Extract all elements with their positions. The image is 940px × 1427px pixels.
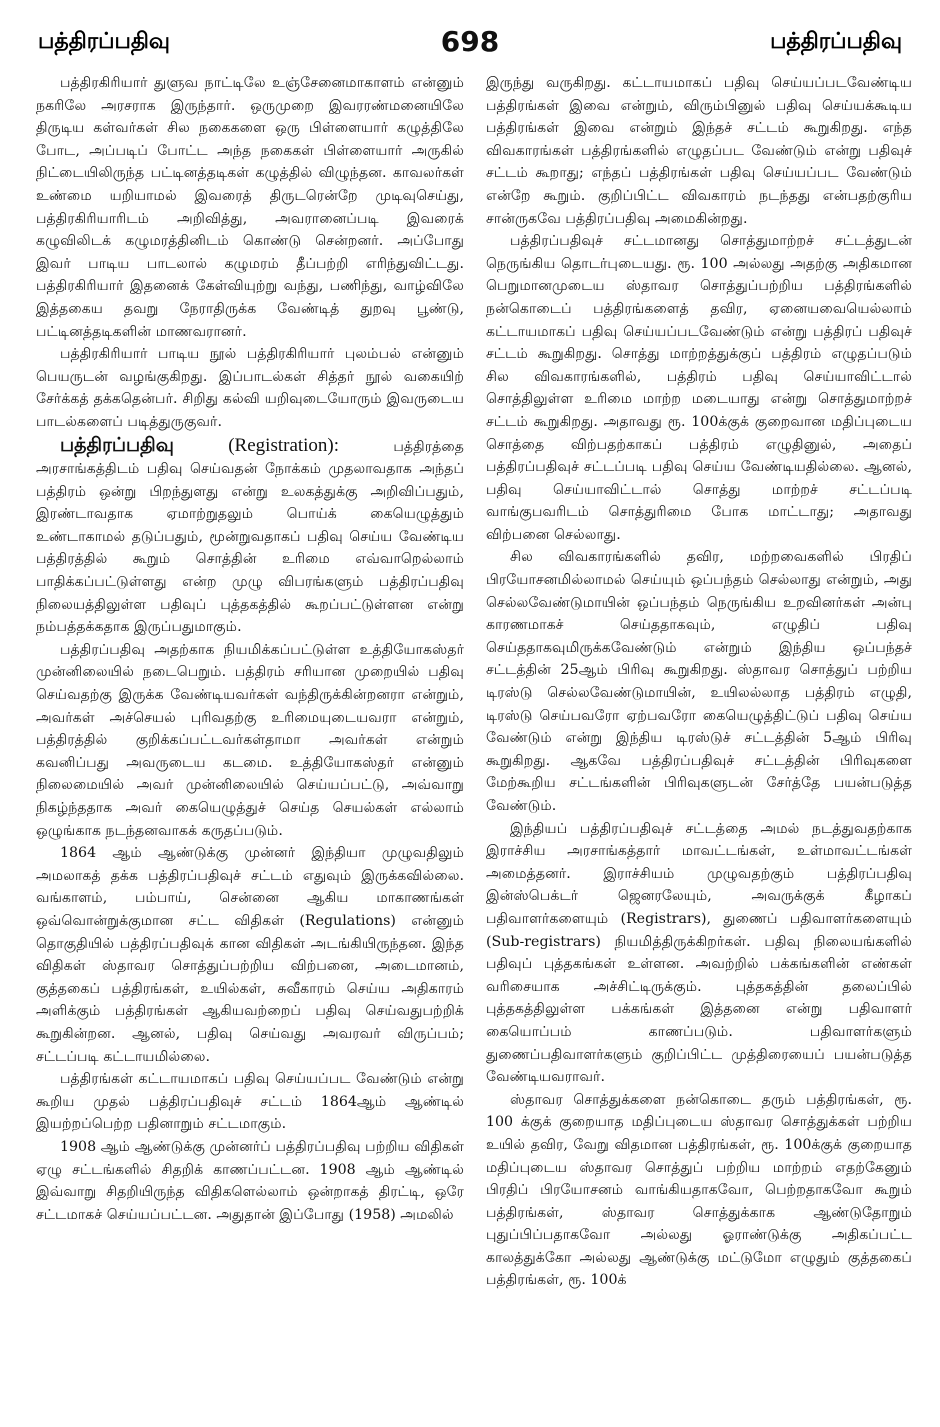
entry-paragraph: [36, 434, 464, 639]
paragraph: ஸ்தாவர சொத்துக்களை நன்கொடை தரும் பத்திரங்கள், ரூ. 100 க்குக் குறையாத மதிப்புடைய ஸ்தாவர சொத்துக்கள் பற்றிய உயில் தவிர, வேறு விதமான பத்திரங்கள், ரூ. 100க்குக் குறையாத மதிப்புடைய ஸ்தாவர சொத்துப் பற்றிய மாற்றம் எதற்கேனும் பிரதிப் பிரயோசனம் வாங்கியதாகவோ, பெற்றதாகவோ கூறும் பத்திரங்கள், ஸ்தாவர சொத்துக்காக ஆண்டுதோறும் புதுப்பிப்பதாகவோ அல்லது ஓராண்டுக்கு அதிகப்பட்ட காலத்துக்கோ அல்லது ஆண்டுக்கு மட்டுமோ எழுதும் குத்தகைப் பத்திரங்கள், ரூ. 100க்: [486, 1091, 912, 1289]
paragraph: பத்திரங்கள் கட்டாயமாகப் பதிவு செய்யப்பட வேண்டும் என்று கூறிய முதல் பத்திரப்பதிவுச் சட்டம் 1864ஆம் ஆண்டில் இயற்றப்பெற்ற பதினாறும் சட்டமாகும்.: [36, 1071, 464, 1133]
right-column: [486, 72, 912, 1417]
paragraph: 1908 ஆம் ஆண்டுக்கு முன்னர்ப் பத்திரப்பதிவு பற்றிய விதிகள் ஏழு சட்டங்களில் சிதறிக் காணப்பட்டன. 1908 ஆம் ஆண்டில் இவ்வாறு சிதறியிருந்த விதிகளெல்லாம் ஒன்றாகத் திரட்டி, ஒரே சட்டமாகச் செய்யப்பட்டன. அதுதான் இப்போது (1958) அமலில்: [36, 1138, 464, 1223]
page-header: [0, 22, 940, 66]
entry-title: பத்திரப்பதிவு: [60, 433, 174, 456]
left-column: [36, 72, 464, 1417]
paragraph: பத்திரப்பதிவு அதற்காக நியமிக்கப்பட்டுள்ள உத்தியோகஸ்தர் முன்னிலையில் நடைபெறும். பத்திரம் சரியான முறையில் பதிவு செய்வதற்கு இருக்க வேண்டியவர்கள் வந்திருக்கின்றனரா என்றும், அவர்கள் அச்செயல் புரிவதற்கு உரிமையுடையவரா என்றும், பத்திரத்தில் குறிக்கப்பட்டவர்கள்தாமா அவர்கள் என்றும் கவனிப்பது அவருடைய கடமை. உத்தியோகஸ்தர் என்னும் நிலைமையில் அவர் முன்னிலையில் செய்யப்பட்டு, அவ்வாறு நிகழ்ந்ததாக அவர் கையெழுத்துச் செய்த செயல்கள் எல்லாம் ஒழுங்காக நடந்தனவாகக் கருதப்படும்.: [36, 641, 464, 839]
entry-english-term: (Registration):: [228, 434, 340, 456]
paragraph: 1864 ஆம் ஆண்டுக்கு முன்னர் இந்தியா முழுவதிலும் அமலாகத் தக்க பத்திரப்பதிவுச் சட்டம் எதுவும் இருக்கவில்லை. வங்காளம், பம்பாய், சென்னை ஆகிய மாகாணங்கள் ஒவ்வொன்றுக்குமான சட்ட விதிகள் (Regulations) என்னும் தொகுதியில் பத்திரப்பதிவுக் கான விதிகள் அடங்கியிருந்தன. இந்த விதிகள் ஸ்தாவர சொத்துப்பற்றிய விற்பனை, அடைமானம், குத்தகைப் பத்திரங்கள், உயில்கள், சுவீகாரம் செய்ய அதிகாரம் அளிக்கும் பத்திரங்கள் ஆகியவற்றைப் பதிவு செய்வதுபற்றிக் கூறுகின்றன. ஆனல், பதிவு செய்வது அவரவர் விருப்பம்; சட்டப்படி கட்டாயமில்லை.: [36, 845, 464, 1065]
paragraph: பத்திரகிரியார் பாடிய நூல் பத்திரகிரியார் புலம்பல் என்னும் பெயருடன் வழங்குகிறது. இப்பாடல்கள் சித்தர் நூல் வகையிற் சேர்க்கத் தக்கதென்பர். சிறிது கல்வி யறிவுடையோரும் இவருடைய பாடல்களைப் படித்துருகுவர்.: [36, 346, 464, 430]
entry-text: பத்திரத்தை அரசாங்கத்திடம் பதிவு செய்வதன் நோக்கம் முதலாவதாக அந்தப் பத்திரம் ஒன்று பிறந்துளது என்று உலகத்துக்கு அறிவிப்பதும், இரண்டாவதாக ஏமாற்றுதலும் பொய்க் கையெழுத்தும் உண்டாகாமல் தடுப்பதும், மூன்றுவதாகப் பதிவு செய்ய வேண்டிய பத்திரத்தில் கூறும் சொத்தின் உரிமை எவ்வாறெல்லாம் பாதிக்கப்பட்டுள்ளது என்ற முழு விபரங்களும் பத்திரப்பதிவு நிலையத்திலுள்ள பதிவுப் புத்தகத்தில் கூறப்பட்டுள்ளன என்று நம்பத்தக்கதாக இருப்பதுமாகும்.: [36, 438, 464, 636]
paragraph: இந்தியப் பத்திரப்பதிவுச் சட்டத்தை அமல் நடத்துவதற்காக இராச்சிய அரசாங்கத்தார் மாவட்டங்கள், உள்மாவட்டங்கள் அமைத்தனர். இராச்சியம் முழுவதற்கும் பத்திரப்பதிவு இன்ஸ்பெக்டர் ஜெனரலேயும், அவருக்குக் கீழாகப் பதிவாளர்களையும் (Registrars), துணைப் பதிவாளர்களையும் (Sub-registrars) நியமித்திருக்கிறர்கள். பதிவு நிலையங்களில் பதிவுப் புத்தகங்கள் உள்ளன. அவற்றில் பக்கங்களின் எண்கள் வரிசையாக அச்சிட்டிருக்கும். புத்தகத்தின் தலைப்பில் புத்தகத்திலுள்ள பக்கங்கள் இத்தனை என்று பதிவாளர் கையொப்பம் காணப்படும். பதிவாளர்களும் துணைப்பதிவாளர்களும் குறிப்பிட்ட முத்திரையைப் பயன்படுத்த வேண்டியவராவர்.: [486, 820, 912, 1086]
paragraph: இருந்து வருகிறது. கட்டாயமாகப் பதிவு செய்யப்படவேண்டிய பத்திரங்கள் இவை என்றும், விரும்பினுல் பதிவு செய்யக்கூடிய பத்திரங்கள் இவை என்றும் இந்தச் சட்டம் கூறுகிறது. எந்த விவகாரங்கள் பத்திரங்களில் எழுதப்பட வேண்டும் என்று பதிவுச் சட்டம் கூறாது; எந்தப் பத்திரங்கள் பதிவு செய்யப்பட வேண்டும் என்றே கூறும். குறிப்பிட்ட விவகாரம் நடந்தது என்பதற்குரிய சான்ருகவே பத்திரப்பதிவு அமைகின்றது.: [486, 75, 912, 227]
running-head-left: பத்திரப்பதிவு: [38, 29, 170, 54]
paragraph: பத்திரகிரியார் துளுவ நாட்டிலே உஞ்சேனைமாகாளம் என்னும் நகரிலே அரசராக இருந்தார். ஒருமுறை இவரரண்மனையிலே திருடிய கள்வர்கள் சில நகைகளை ஒரு பிள்ளையார் கழுத்திலே போட, அப்படிப் போட்ட அந்த நகைகள் பிள்ளையார் அருகில் நிட்டையிலிருந்த பட்டினத்தடிகள் கழுத்தில் விழுந்தன. காவலர்கள் உண்மை யறியாமல் இவரைத் திருடரென்றே முடிவுசெய்து, பத்திரகிரியாரிடம் அறிவித்து, அவரானைப்படி இவரைக் கழுவிலிடக் கழுமரத்தினிடம் கொண்டு சென்றனர். அப்போது இவர் பாடிய பாடலால் கழுமரம் தீப்பற்றி எரிந்துவிட்டது. பத்திரகிரியார் இதனைக் கேள்வியுற்று வந்து, பணிந்து, வாழ்விலே இத்தகைய தவறு நேராதிருக்க வேண்டித் துறவு பூண்டு, பட்டினத்தடிகளின் மாணவரானர்.: [36, 75, 464, 340]
paragraph: சில விவகாரங்களில் தவிர, மற்றவைகளில் பிரதிப் பிரயோசனமில்லாமல் செய்யும் ஒப்பந்தம் செல்லாது என்றும், அது செல்லவேண்டுமாயின் ஒப்பந்தம் நெருங்கிய உறவினர்கள் அன்பு காரணமாகச் செய்ததாகவும், எழுதிப் பதிவு செய்ததாகவுமிருக்கவேண்டும் என்றும் இந்திய ஒப்பந்தச் சட்டத்தின் 25ஆம் பிரிவு கூறுகிறது. ஸ்தாவர சொத்துப் பற்றிய டிரஸ்டு செல்லவேண்டுமாயின், உயிலல்லாத பத்திரம் எழுதி, டிரஸ்டு செய்பவரோ ஏற்பவரோ கையெழுத்திட்டுப் பதிவு செய்ய வேண்டும் என்று இந்திய டிரஸ்டுச் சட்டத்தின் 5ஆம் பிரிவு கூறுகிறது. ஆகவே பத்திரப்பதிவுச் சட்டத்தின் பிரிவுகளை மேற்கூறிய சட்டங்களின் பிரிவுகளுடன் சேர்த்தே பயன்படுத்த வேண்டும்.: [486, 549, 912, 814]
running-head-right: பத்திரப்பதிவு: [770, 29, 902, 54]
paragraph: பத்திரப்பதிவுச் சட்டமானது சொத்துமாற்றச் சட்டத்துடன் நெருங்கிய தொடர்புடையது. ரூ. 100 அல்லது அதற்கு அதிகமான பெறுமானமுடைய ஸ்தாவர சொத்துப்பற்றிய பத்திரங்களில் நன்கொடைப் பத்திரங்களைத் தவிர, ஏனையவையெல்லாம் கட்டாயமாகப் பதிவு செய்யப்படவேண்டும் என்று பத்திரப் பதிவுச் சட்டம் கூறுகிறது. சொத்து மாற்றத்துக்குப் பத்திரம் எழுதப்படும் சில விவகாரங்களில், பத்திரம் பதிவு செய்யாவிட்டால் சொத்திலுள்ள உரிமை மாற்ற மடையாது என்று சொத்துமாற்றச் சட்டம் கூறுகிறது. அதாவது ரூ. 100க்குக் குறைவான மதிப்புடைய சொத்தை விற்பதற்காகப் பத்திரம் எழுதினுல், அதைப் பத்திரப்பதிவுச் சட்டப்படி பதிவு செய்ய வேண்டியதில்லை. ஆனல், பதிவு செய்யாவிட்டால் சொத்து மாற்றச் சட்டப்படி வாங்குபவரிடம் சொத்துரிமை போக மாட்டாது; அதாவது விற்பனை செல்லாது.: [486, 233, 912, 543]
page-number: 698: [440, 25, 500, 58]
